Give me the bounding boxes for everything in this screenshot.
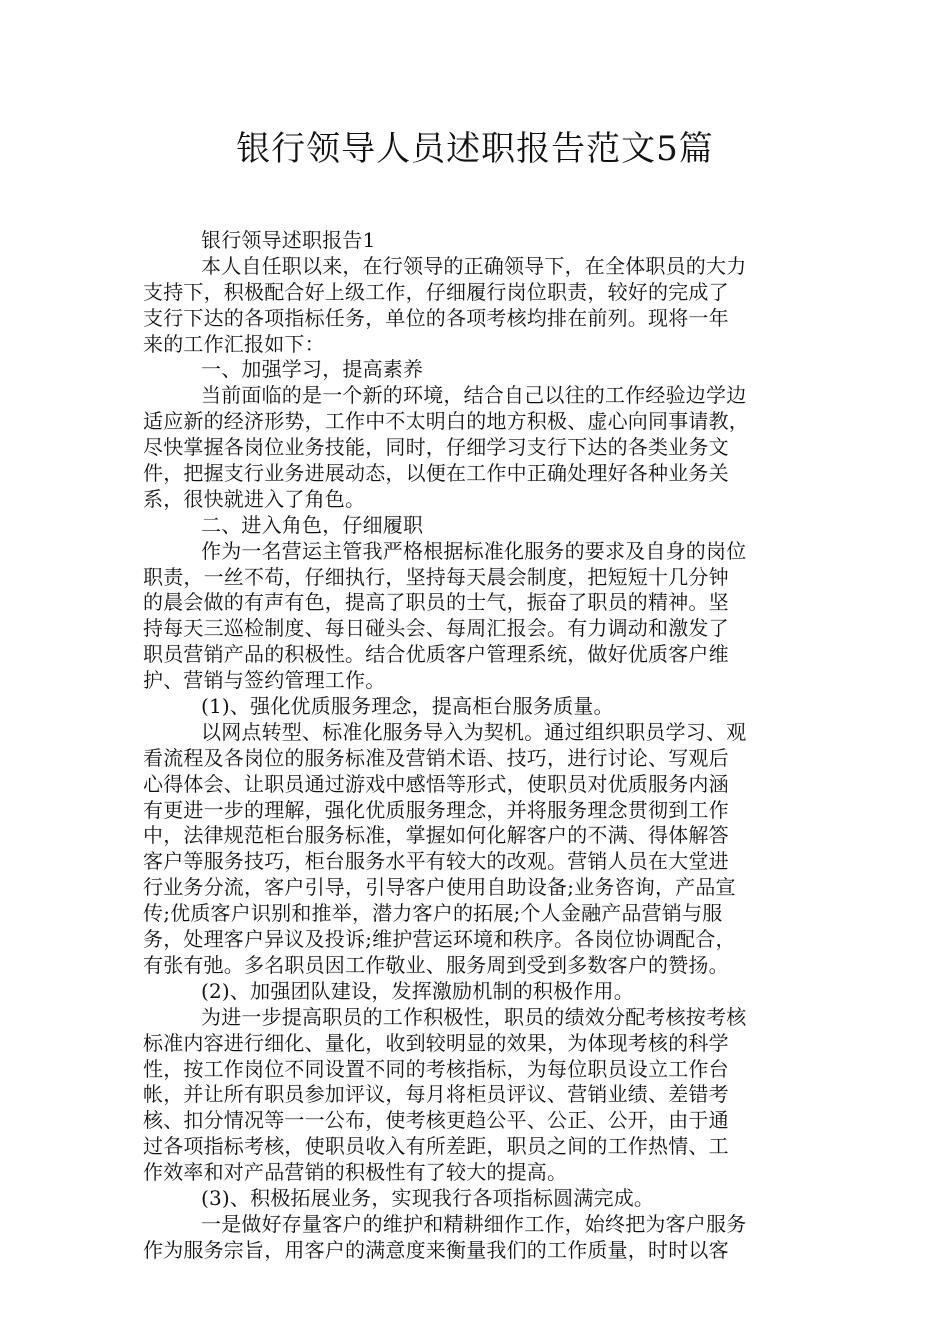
paragraph-line: 支行下达的各项指标任务，单位的各项考核均排在前列。现将一年 [143, 305, 729, 330]
section-heading: 一、加强学习，提高素养 [201, 357, 424, 382]
paragraph-line: 护、营销与签约管理工作。 [143, 668, 386, 693]
paragraph-line: 持每天三巡检制度、每日碰头会、每周汇报会。有力调动和激发了 [143, 616, 729, 641]
paragraph-line: 有更进一步的理解，强化优质服务理念，并将服务理念贯彻到工作 [143, 797, 729, 822]
paragraph-line: 传;优质客户识别和推举，潜力客户的拓展;个人金融产品营销与服 [143, 901, 723, 926]
paragraph-line: 务，处理客户异议及投诉;维护营运环境和秩序。各岗位协调配合， [143, 927, 736, 952]
paragraph-line: 中，法律规范柜台服务标准，掌握如何化解客户的不满、得体解答 [143, 823, 729, 848]
paragraph-line: 核、扣分情况等一一公布，使考核更趋公平、公正、公开，由于通 [143, 1108, 729, 1133]
paragraph-line: 标准内容进行细化、量化，收到较明显的效果，为体现考核的科学 [143, 1030, 729, 1055]
subsection-heading: (2)、加强团队建设，发挥激励机制的积极作用。 [201, 978, 634, 1003]
paragraph-line: 作为服务宗旨，用客户的满意度来衡量我们的工作质量，时时以客 [143, 1237, 729, 1262]
paragraph-line: 过各项指标考核，使职员收入有所差距，职员之间的工作热情、工 [143, 1134, 729, 1159]
paragraph-line: 作效率和对产品营销的积极性有了较大的提高。 [143, 1160, 568, 1185]
paragraph-line: 客户等服务技巧，柜台服务水平有较大的改观。营销人员在大堂进 [143, 849, 729, 874]
paragraph-line: 看流程及各岗位的服务标准及营销术语、技巧，进行讨论、写观后 [143, 745, 729, 770]
section-heading: 银行领导述职报告1 [201, 228, 376, 252]
paragraph-line: 有张有弛。多名职员因工作敬业、服务周到受到多数客户的赞扬。 [143, 952, 729, 977]
paragraph-line: 当前面临的是一个新的环境，结合自己以往的工作经验边学边 [201, 383, 747, 408]
paragraph-line: 系，很快就进入了角色。 [143, 486, 366, 511]
section-heading: 二、进入角色，仔细履职 [201, 512, 424, 537]
paragraph-line: 一是做好存量客户的维护和精耕细作工作，始终把为客户服务 [201, 1211, 747, 1236]
paragraph-line: 尽快掌握各岗位业务技能，同时，仔细学习支行下达的各类业务文 [143, 435, 729, 460]
paragraph-line: 帐，并让所有职员参加评议，每月将柜员评议、营销业绩、差错考 [143, 1082, 729, 1107]
paragraph-line: 的晨会做的有声有色，提高了职员的士气，振奋了职员的精神。坚 [143, 590, 729, 615]
paragraph-line: 职员营销产品的积极性。结合优质客户管理系统，做好优质客户维 [143, 642, 729, 667]
paragraph-line: 件，把握支行业务进展动态，以便在工作中正确处理好各种业务关 [143, 461, 729, 486]
subsection-heading: (3)、积极拓展业务，实现我行各项指标圆满完成。 [201, 1185, 655, 1210]
document-title: 银行领导人员述职报告范文5篇 [236, 129, 714, 169]
paragraph-line: 支持下，积极配合好上级工作，仔细履行岗位职责，较好的完成了 [143, 279, 729, 304]
paragraph-line: 作为一名营运主管我严格根据标准化服务的要求及自身的岗位 [201, 538, 747, 563]
paragraph-line: 来的工作汇报如下： [143, 331, 325, 356]
paragraph-line: 为进一步提高职员的工作积极性，职员的绩效分配考核按考核 [201, 1004, 747, 1029]
paragraph-line: 职责，一丝不苟，仔细执行，坚持每天晨会制度，把短短十几分钟 [143, 564, 729, 589]
document-body [143, 228, 809, 1264]
paragraph-line: 本人自任职以来，在行领导的正确领导下，在全体职员的大力 [201, 253, 747, 278]
paragraph-line: 适应新的经济形势，工作中不太明白的地方积极、虚心向同事请教， [143, 409, 749, 434]
paragraph-line: 行业务分流，客户引导，引导客户使用自助设备;业务咨询，产品宣 [143, 875, 736, 900]
subsection-heading: (1)、强化优质服务理念，提高柜台服务质量。 [201, 694, 614, 719]
paragraph-line: 心得体会、让职员通过游戏中感悟等形式，使职员对优质服务内涵 [143, 771, 729, 796]
paragraph-line: 性，按工作岗位不同设置不同的考核指标，为每位职员设立工作台 [143, 1056, 729, 1081]
paragraph-line: 以网点转型、标准化服务导入为契机。通过组织职员学习、观 [201, 719, 747, 744]
